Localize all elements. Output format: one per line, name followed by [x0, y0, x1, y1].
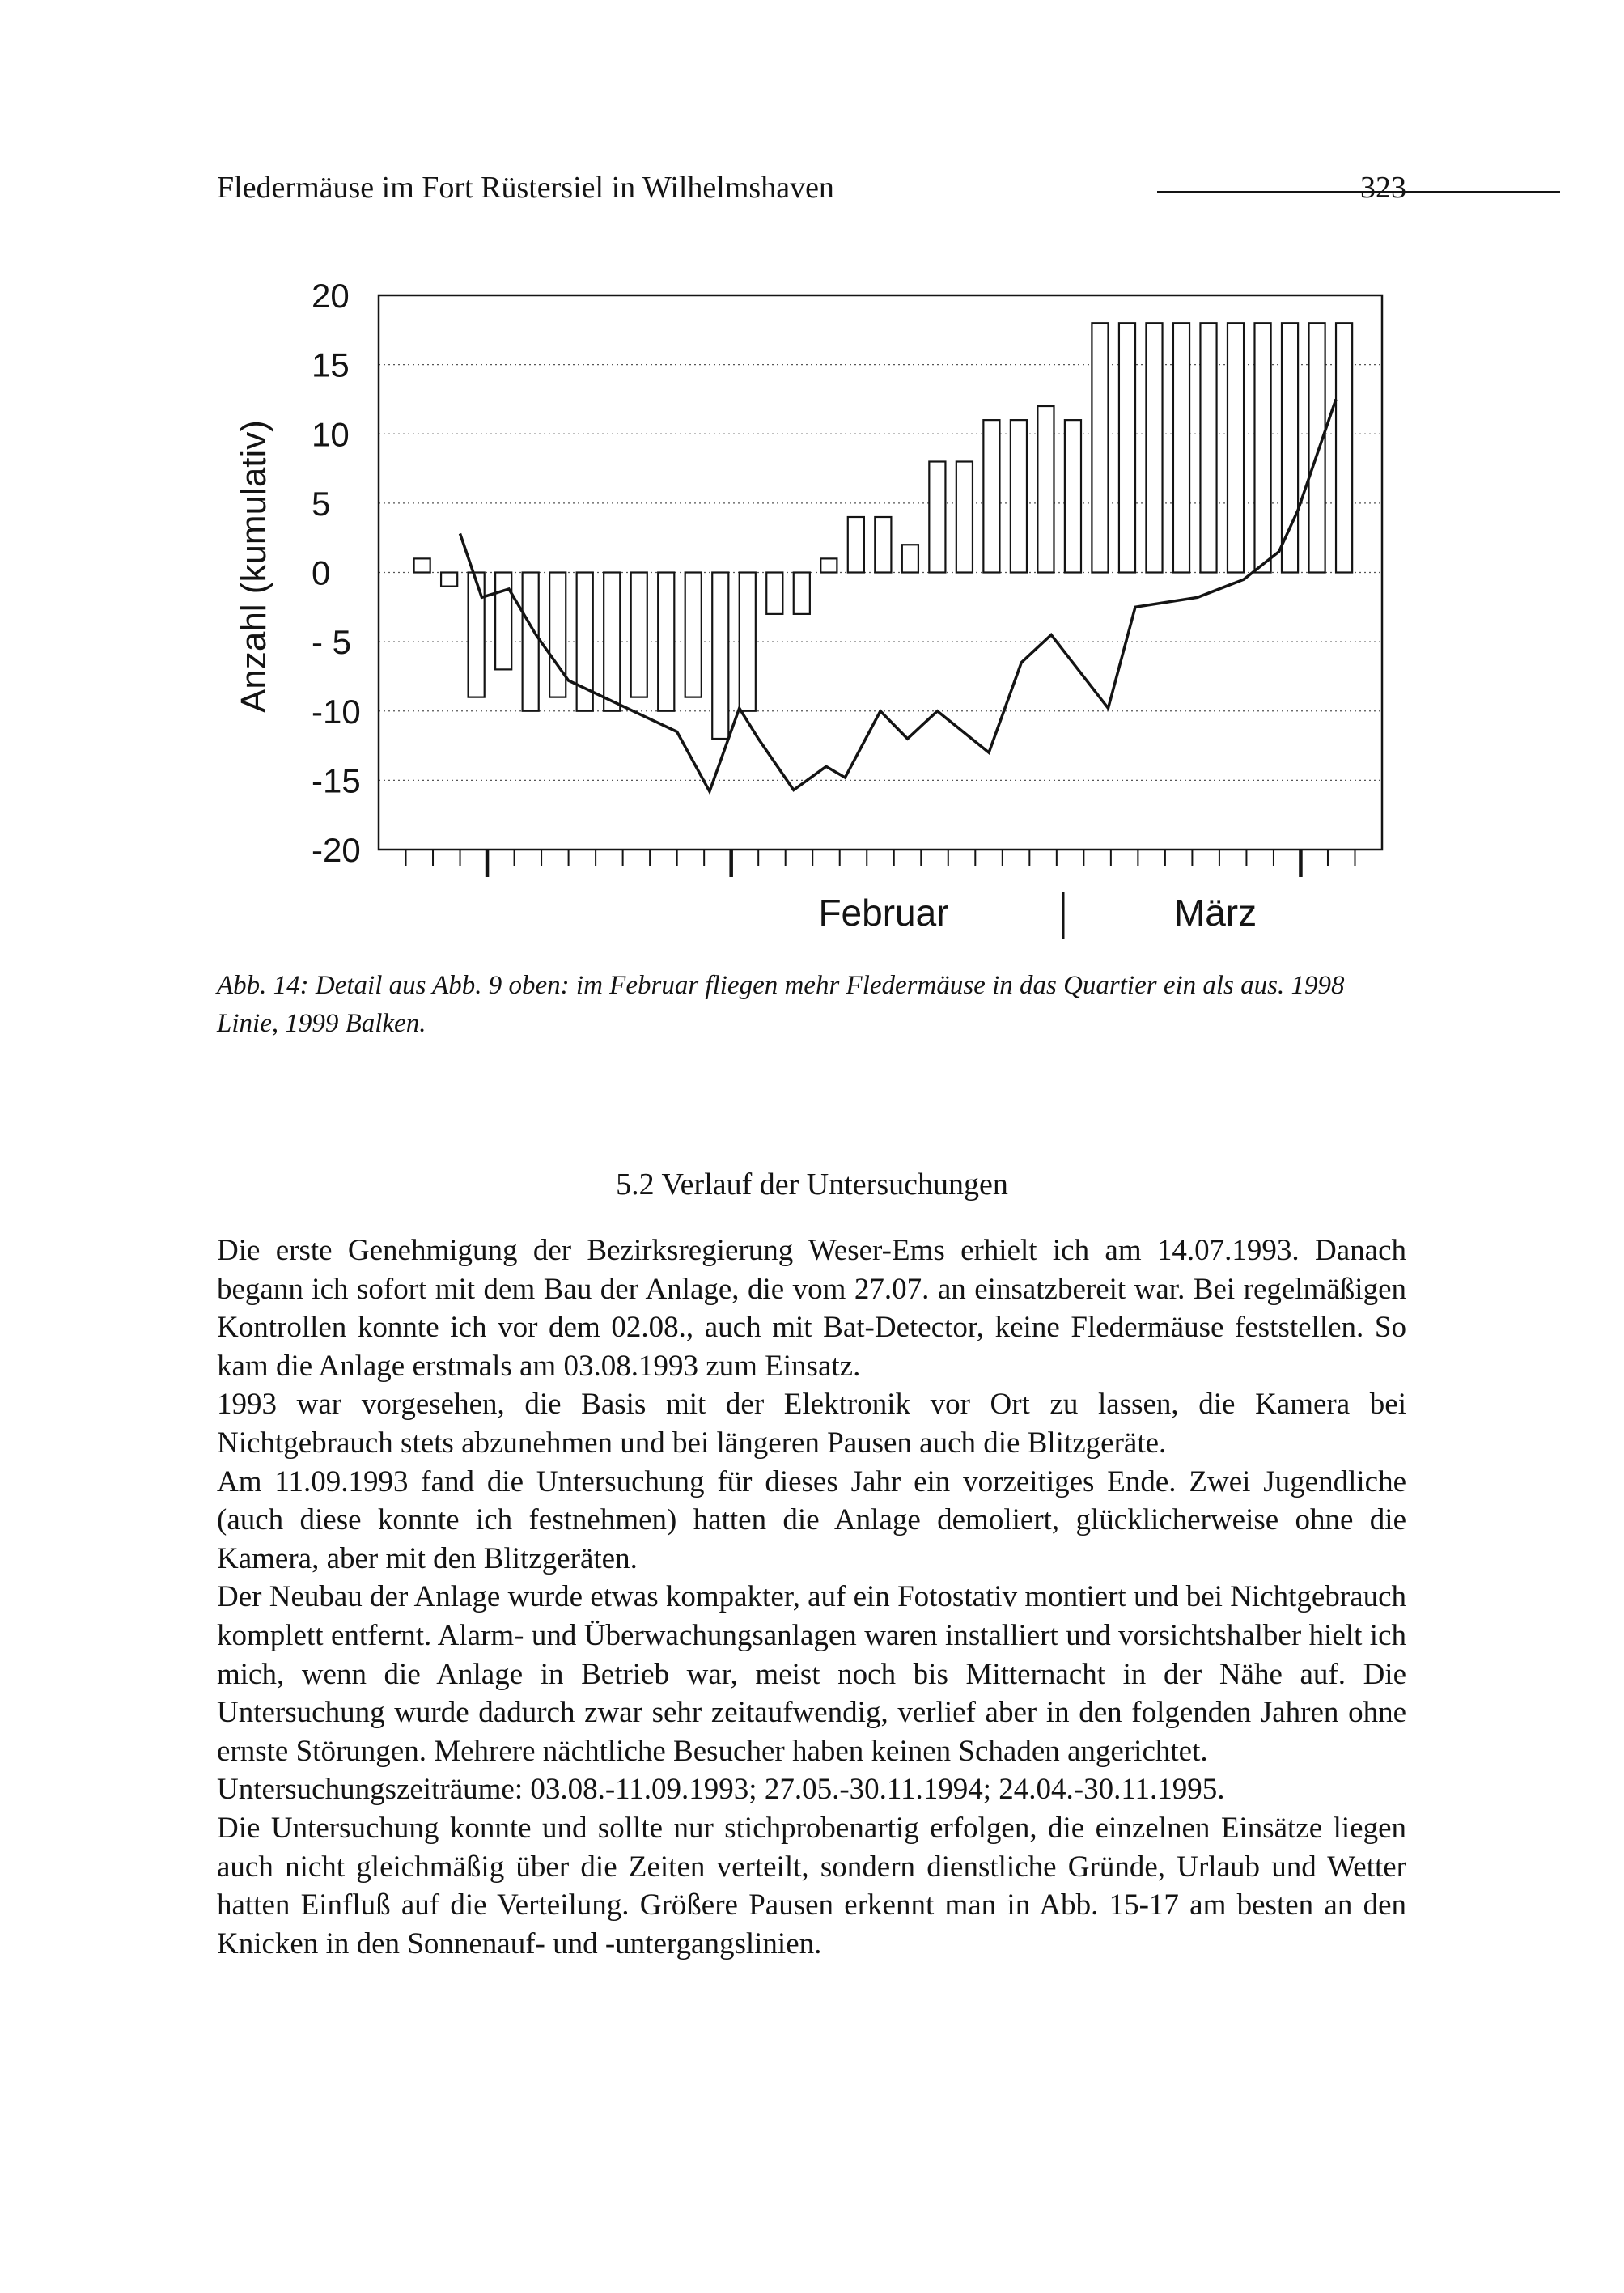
bar: [1065, 420, 1081, 572]
bar: [1092, 323, 1108, 572]
y-tick-label: 10: [312, 415, 350, 454]
y-tick-label: 5: [312, 484, 331, 523]
y-tick-label: -15: [312, 761, 361, 800]
bar: [820, 558, 837, 572]
bar: [794, 573, 810, 614]
bar: [712, 573, 728, 740]
y-tick-label: 20: [312, 277, 350, 315]
bar: [1336, 323, 1352, 572]
month-label-maerz: März: [1173, 892, 1257, 934]
figure-caption: Abb. 14: Detail aus Abb. 9 oben: im Februar fliegen mehr Fledermäuse in das Quartier ein als aus. 1998 Linie, 1999 Balken.: [217, 971, 1345, 1038]
bar: [740, 573, 756, 711]
bar: [469, 573, 485, 697]
y-tick-label: - 5: [312, 623, 352, 662]
bar: [983, 420, 999, 572]
section-heading: 5.2 Verlauf der Untersuchungen: [616, 1168, 1008, 1202]
y-tick-labels: [312, 277, 361, 869]
page-number: 323: [1360, 171, 1406, 205]
bar: [1011, 420, 1027, 572]
bar: [549, 573, 566, 697]
bar: [1228, 323, 1244, 572]
bar: [685, 573, 702, 697]
bar: [956, 462, 973, 573]
bar: [414, 558, 430, 572]
y-axis-label: Anzahl (kumulativ): [234, 420, 273, 713]
bar: [441, 573, 457, 587]
running-title: Fledermäuse im Fort Rüstersiel in Wilhelmshaven: [217, 171, 834, 205]
paragraph: Die erste Genehmigung der Bezirksregierung Weser-Ems erhielt ich am 14.07.1993. Danach begann ich sofort mit dem Bau der Anlage, die vom 27.07. an einsatzbereit war. Bei regelmäßigen Kontrollen konnte ich vor dem 02.08., auch mit Bat-Detector, keine Fledermäuse feststellen. So kam die Anlage erstmals am 03.08.1993 zum Einsatz.: [217, 1234, 1406, 1383]
y-tick-label: -20: [312, 831, 361, 869]
y-tick-label: 15: [312, 345, 350, 384]
y-tick-label: -10: [312, 692, 361, 731]
bar: [631, 573, 647, 697]
paragraph: Die Untersuchung konnte und sollte nur stichprobenartig erfolgen, die einzelnen Einsätze liegen auch nicht gleichmäßig über die Zeiten verteilt, sondern dienstliche Gründe, Urlaub und Wetter hatten Einfluß auf die Verteilung. Größere Pausen erkennt man in Abb. 15-17 am besten an den Knicken in den Sonnenauf- und -untergangslinien.: [217, 1811, 1406, 1960]
paragraph: Am 11.09.1993 fand die Untersuchung für dieses Jahr ein vorzeitiges Ende. Zwei Jugendliche (auch diese konnte ich festnehmen) hatten die Anlage demoliert, glücklicherweise ohne die Kamera, aber mit den Blitzgeräten.: [217, 1464, 1406, 1575]
figure-14-chart: [0, 0, 1624, 955]
bar: [658, 573, 674, 711]
bar: [902, 545, 918, 572]
bar: [1119, 323, 1135, 572]
bar: [1146, 323, 1162, 572]
paragraph: Untersuchungszeiträume: 03.08.-11.09.1993; 27.05.-30.11.1994; 24.04.-30.11.1995.: [217, 1773, 1225, 1807]
paragraph: Der Neubau der Anlage wurde etwas kompakter, auf ein Fotostativ montiert und bei Nichtgebrauch komplett entfernt. Alarm- und Überwachungsanlagen waren installiert und vorsichtshalber hielt ich mich, wenn die Anlage in Betrieb war, meist noch bis Mitternacht in der Nähe auf. Die Untersuchung wurde dadurch zwar sehr zeitaufwendig, verlief aber in den folgenden Jahren ohne ernste Störungen. Mehrere nächtliche Besucher haben keinen Schaden angerichtet.: [217, 1580, 1406, 1768]
bar: [766, 573, 782, 614]
bar: [604, 573, 620, 711]
bar-series-1999: [414, 323, 1353, 739]
bar: [848, 517, 864, 573]
bar: [1037, 406, 1054, 573]
bar: [1282, 323, 1298, 572]
bar: [523, 573, 539, 711]
month-label-februar: Februar: [818, 892, 949, 934]
bar: [875, 517, 891, 573]
bar: [495, 573, 511, 670]
bar: [929, 462, 945, 573]
bar: [1254, 323, 1270, 572]
bar: [1200, 323, 1216, 572]
paragraph: 1993 war vorgesehen, die Basis mit der Elektronik vor Ort zu lassen, die Kamera bei Nichtgebrauch stets abzunehmen und bei längeren Pausen auch die Blitzgeräte.: [217, 1388, 1406, 1460]
body-text: [217, 1231, 1406, 1963]
x-ticks: [406, 850, 1355, 877]
bar: [1309, 323, 1325, 572]
bar: [1173, 323, 1189, 572]
y-tick-label: 0: [312, 553, 331, 592]
